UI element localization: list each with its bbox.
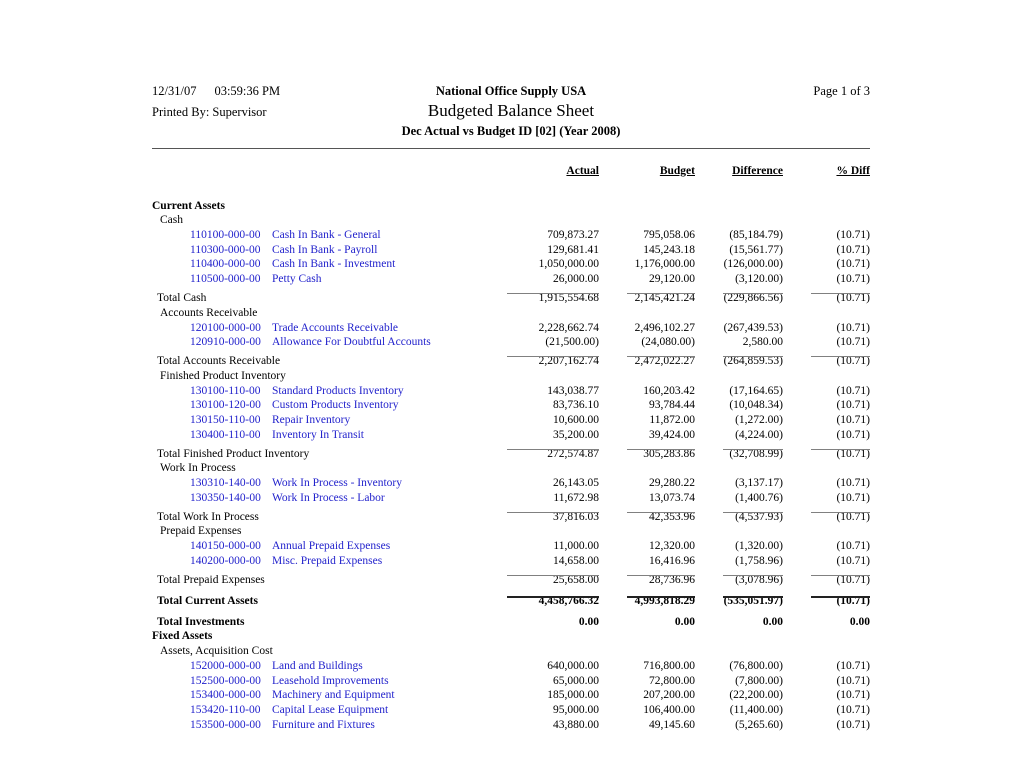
row-label: Work In Process (160, 462, 236, 475)
column-header-difference: Difference (732, 165, 783, 177)
printed-by: Printed By: Supervisor (152, 105, 267, 119)
account-row (152, 397, 870, 412)
cell-value: (5,265.60) (735, 718, 783, 731)
subsection-row (152, 304, 870, 319)
cell-value: (10.71) (836, 273, 870, 286)
account-name-link[interactable]: Petty Cash (272, 273, 322, 286)
row-label: Finished Product Inventory (160, 369, 286, 382)
account-row (152, 552, 870, 567)
cell-value: (10.71) (836, 413, 870, 426)
report-header (152, 84, 870, 139)
account-row (152, 382, 870, 397)
cell-value: (10.71) (836, 703, 870, 716)
total-row (152, 441, 870, 460)
cell-value: 12,320.00 (649, 540, 695, 553)
account-number-link[interactable]: 152500-000-00 (190, 674, 261, 687)
account-name-link[interactable]: Misc. Prepaid Expenses (272, 554, 383, 567)
print-time: 03:59:36 PM (214, 84, 281, 98)
cell-value: 640,000.00 (547, 659, 599, 672)
account-name-link[interactable]: Cash In Bank - General (272, 229, 381, 242)
cell-value: (1,320.00) (735, 540, 783, 553)
cell-value: 0.00 (578, 615, 599, 628)
page-indicator: Page 1 of 3 (813, 84, 870, 98)
cell-value: 13,073.74 (649, 491, 695, 504)
cell-value: 716,800.00 (643, 659, 695, 672)
cell-value: (10.71) (836, 718, 870, 731)
account-name-link[interactable]: Annual Prepaid Expenses (272, 540, 391, 553)
total-row (152, 348, 870, 367)
account-name-link[interactable]: Leasehold Improvements (272, 674, 389, 687)
cell-value: 11,000.00 (553, 540, 599, 553)
account-name-link[interactable]: Work In Process - Labor (272, 491, 385, 504)
account-name-link[interactable]: Work In Process - Inventory (272, 477, 403, 489)
cell-value: 1,915,554.68 (479, 292, 599, 304)
row-label: Prepaid Expenses (160, 525, 242, 538)
cell-value: (10.71) (783, 511, 870, 523)
cell-value: (267,439.53) (723, 321, 783, 334)
cell-value: 305,283.86 (599, 448, 695, 460)
subsection-row (152, 460, 870, 475)
account-row (152, 319, 870, 334)
report-page (152, 84, 870, 731)
cell-value: 2,580.00 (742, 336, 783, 349)
row-label: Total Finished Product Inventory (157, 447, 310, 460)
account-row (152, 716, 870, 731)
cell-value: 185,000.00 (547, 689, 599, 702)
account-row (152, 270, 870, 285)
row-label: Total Accounts Receivable (157, 355, 281, 368)
cell-value: (10.71) (836, 258, 870, 271)
account-name-link[interactable]: Repair Inventory (272, 413, 351, 426)
cell-value: 39,424.00 (649, 428, 695, 441)
account-number-link[interactable]: 110500-000-00 (190, 273, 261, 286)
account-number-link[interactable]: 130350-140-00 (190, 491, 261, 504)
cell-value: 2,496,102.27 (634, 321, 695, 334)
section-row (152, 197, 870, 212)
header-rule (152, 148, 870, 149)
account-number-link[interactable]: 110100-000-00 (190, 229, 261, 242)
cell-value: (76,800.00) (729, 659, 783, 672)
cell-value: 11,672.98 (553, 491, 599, 504)
cell-value: (10.71) (783, 448, 870, 460)
account-name-link[interactable]: Custom Products Inventory (272, 399, 399, 412)
cell-value: (10.71) (836, 384, 870, 397)
cell-value: (264,859.53) (695, 355, 783, 367)
subsection-row (152, 642, 870, 657)
cell-value: 93,784.44 (649, 399, 695, 412)
subsection-row (152, 212, 870, 227)
cell-value: (1,758.96) (735, 554, 783, 567)
account-number-link[interactable]: 153420-110-00 (190, 703, 261, 716)
row-label: Total Prepaid Expenses (157, 573, 265, 586)
cell-value: 29,280.22 (649, 477, 695, 489)
cell-value: 14,658.00 (553, 554, 599, 567)
cell-value: 29,120.00 (649, 273, 695, 286)
account-number-link[interactable]: 153500-000-00 (190, 718, 261, 731)
cell-value: (4,224.00) (735, 428, 783, 441)
cell-value: 272,574.87 (479, 448, 599, 460)
cell-value: (10.71) (836, 491, 870, 504)
cell-value: (1,272.00) (735, 413, 783, 426)
account-row (152, 241, 870, 256)
cell-value: 2,472,022.27 (599, 355, 695, 367)
account-number-link[interactable]: 140150-000-00 (190, 540, 261, 553)
account-number-link[interactable]: 120100-000-00 (190, 321, 261, 334)
cell-value: (10.71) (836, 428, 870, 441)
cell-value: (535,051.97) (695, 595, 783, 607)
cell-value: (126,000.00) (723, 258, 783, 271)
cell-value: 35,200.00 (553, 428, 599, 441)
report-subtitle: Dec Actual vs Budget ID [02] (Year 2008) (401, 124, 621, 138)
account-number-link[interactable]: 110400-000-00 (190, 258, 261, 271)
cell-value: 42,353.96 (599, 511, 695, 523)
total-row (152, 504, 870, 523)
print-date-time (152, 84, 352, 99)
cell-value: 43,880.00 (553, 718, 599, 731)
cell-value: 1,050,000.00 (538, 258, 599, 271)
cell-value: (85,184.79) (729, 229, 783, 242)
cell-value: (229,866.56) (695, 292, 783, 304)
cell-value: (3,120.00) (735, 273, 783, 286)
company-name: National Office Supply USA (435, 84, 587, 98)
cell-value: (7,800.00) (735, 674, 783, 687)
account-number-link[interactable]: 130100-110-00 (190, 384, 261, 397)
cell-value: (10.71) (836, 554, 870, 567)
account-name-link[interactable]: Furniture and Fixtures (272, 718, 375, 731)
account-row (152, 474, 870, 489)
account-row (152, 489, 870, 504)
cell-value: (1,400.76) (735, 491, 783, 504)
cell-value: 28,736.96 (599, 574, 695, 586)
cell-value: 143,038.77 (547, 384, 599, 397)
total-row (152, 567, 870, 586)
account-name-link[interactable]: Trade Accounts Receivable (272, 321, 399, 334)
cell-value: 26,000.00 (553, 273, 599, 286)
account-name-link[interactable]: Capital Lease Equipment (272, 703, 389, 716)
account-row (152, 672, 870, 687)
cell-value: (10.71) (783, 292, 870, 304)
account-number-link[interactable]: 140200-000-00 (190, 554, 261, 567)
account-name-link[interactable]: Machinery and Equipment (272, 689, 395, 702)
grand-total-row (152, 586, 870, 607)
cell-value: 2,145,421.24 (599, 292, 695, 304)
cell-value: (10.71) (836, 321, 870, 334)
cell-value: 26,143.05 (553, 477, 599, 489)
column-header-budget: Budget (659, 165, 695, 177)
cell-value: (10.71) (836, 659, 870, 672)
column-header-actual: Actual (566, 165, 599, 177)
row-label: Cash (160, 214, 183, 227)
account-row (152, 334, 870, 349)
cell-value: 0.00 (762, 615, 783, 628)
report-table (152, 197, 870, 731)
row-label: Fixed Assets (152, 630, 213, 643)
cell-value: 1,176,000.00 (634, 258, 695, 271)
row-label: Accounts Receivable (160, 306, 258, 319)
total-row (152, 285, 870, 304)
cell-value: (10.71) (836, 229, 870, 242)
cell-value: 709,873.27 (547, 229, 599, 242)
cell-value: (15,561.77) (729, 243, 783, 256)
account-name-link[interactable]: Standard Products Inventory (272, 384, 404, 397)
cell-value: (4,537.93) (695, 511, 783, 523)
cell-value: (17,164.65) (729, 384, 783, 397)
subsection-row (152, 523, 870, 538)
subsection-row (152, 367, 870, 382)
account-name-link[interactable]: Cash In Bank - Investment (272, 258, 396, 271)
row-label: Total Work In Process (157, 510, 259, 523)
account-number-link[interactable]: 130400-110-00 (190, 428, 261, 441)
grand-total-row (152, 607, 870, 628)
account-row (152, 226, 870, 241)
cell-value: (32,708.99) (695, 448, 783, 460)
header-center (352, 84, 670, 139)
account-row (152, 687, 870, 702)
cell-value: 2,228,662.74 (538, 321, 599, 334)
account-row (152, 411, 870, 426)
cell-value: 4,458,766.32 (479, 595, 599, 607)
cell-value: (10.71) (783, 355, 870, 367)
header-left (152, 84, 352, 139)
row-label: Total Investments (157, 615, 245, 628)
account-row (152, 657, 870, 672)
cell-value: 0.00 (674, 615, 695, 628)
column-headers (152, 161, 870, 177)
account-number-link[interactable]: 130100-120-00 (190, 399, 261, 412)
section-row (152, 628, 870, 643)
cell-value: (22,200.00) (729, 689, 783, 702)
cell-value: 129,681.41 (547, 243, 599, 256)
account-row (152, 701, 870, 716)
row-label: Current Assets (152, 199, 225, 212)
cell-value: 106,400.00 (643, 703, 695, 716)
account-name-link[interactable]: Inventory In Transit (272, 428, 364, 441)
account-name-link[interactable]: Cash In Bank - Payroll (272, 243, 378, 256)
row-label: Total Current Assets (157, 594, 258, 607)
cell-value: (10.71) (783, 574, 870, 586)
cell-value: (10.71) (836, 243, 870, 256)
cell-value: 2,207,162.74 (479, 355, 599, 367)
cell-value: 4,993,818.29 (599, 595, 695, 607)
cell-value: (10.71) (836, 540, 870, 553)
account-number-link[interactable]: 110300-000-00 (190, 243, 261, 256)
cell-value: 207,200.00 (643, 689, 695, 702)
cell-value: (10.71) (836, 689, 870, 702)
cell-value: 65,000.00 (553, 674, 599, 687)
cell-value: (3,078.96) (695, 574, 783, 586)
account-number-link[interactable]: 153400-000-00 (190, 689, 261, 702)
cell-value: (24,080.00) (641, 336, 695, 349)
row-label: Total Cash (157, 292, 207, 305)
cell-value: (10.71) (783, 595, 870, 607)
cell-value: 72,800.00 (649, 674, 695, 687)
cell-value: 37,816.03 (479, 511, 599, 523)
cell-value: 795,058.06 (643, 229, 695, 242)
cell-value: 83,736.10 (553, 399, 599, 412)
cell-value: 25,658.00 (479, 574, 599, 586)
account-number-link[interactable]: 130150-110-00 (190, 413, 261, 426)
cell-value: (10.71) (836, 399, 870, 412)
row-label: Assets, Acquisition Cost (160, 645, 273, 658)
cell-value: 160,203.42 (643, 384, 695, 397)
cell-value: (3,137.17) (735, 477, 783, 489)
cell-value: (11,400.00) (729, 703, 783, 716)
account-row (152, 426, 870, 441)
cell-value: 0.00 (849, 615, 870, 628)
cell-value: (10.71) (836, 336, 870, 349)
cell-value: (10,048.34) (729, 399, 783, 412)
print-date: 12/31/07 (152, 84, 197, 98)
account-number-link[interactable]: 130310-140-00 (190, 477, 261, 489)
account-row (152, 256, 870, 271)
account-number-link[interactable]: 120910-000-00 (190, 336, 261, 349)
report-title: Budgeted Balance Sheet (427, 101, 595, 120)
column-header-pct-diff: % Diff (836, 165, 870, 177)
cell-value: (21,500.00) (545, 336, 599, 349)
account-name-link[interactable]: Land and Buildings (272, 659, 363, 672)
cell-value: 49,145.60 (649, 718, 695, 731)
cell-value: 10,600.00 (553, 413, 599, 426)
cell-value: 145,243.18 (643, 243, 695, 256)
cell-value: 95,000.00 (553, 703, 599, 716)
account-number-link[interactable]: 152000-000-00 (190, 659, 261, 672)
cell-value: (10.71) (836, 477, 870, 489)
account-name-link[interactable]: Allowance For Doubtful Accounts (272, 336, 431, 349)
cell-value: 16,416.96 (649, 554, 695, 567)
account-row (152, 537, 870, 552)
cell-value: 11,872.00 (649, 413, 695, 426)
cell-value: (10.71) (836, 674, 870, 687)
